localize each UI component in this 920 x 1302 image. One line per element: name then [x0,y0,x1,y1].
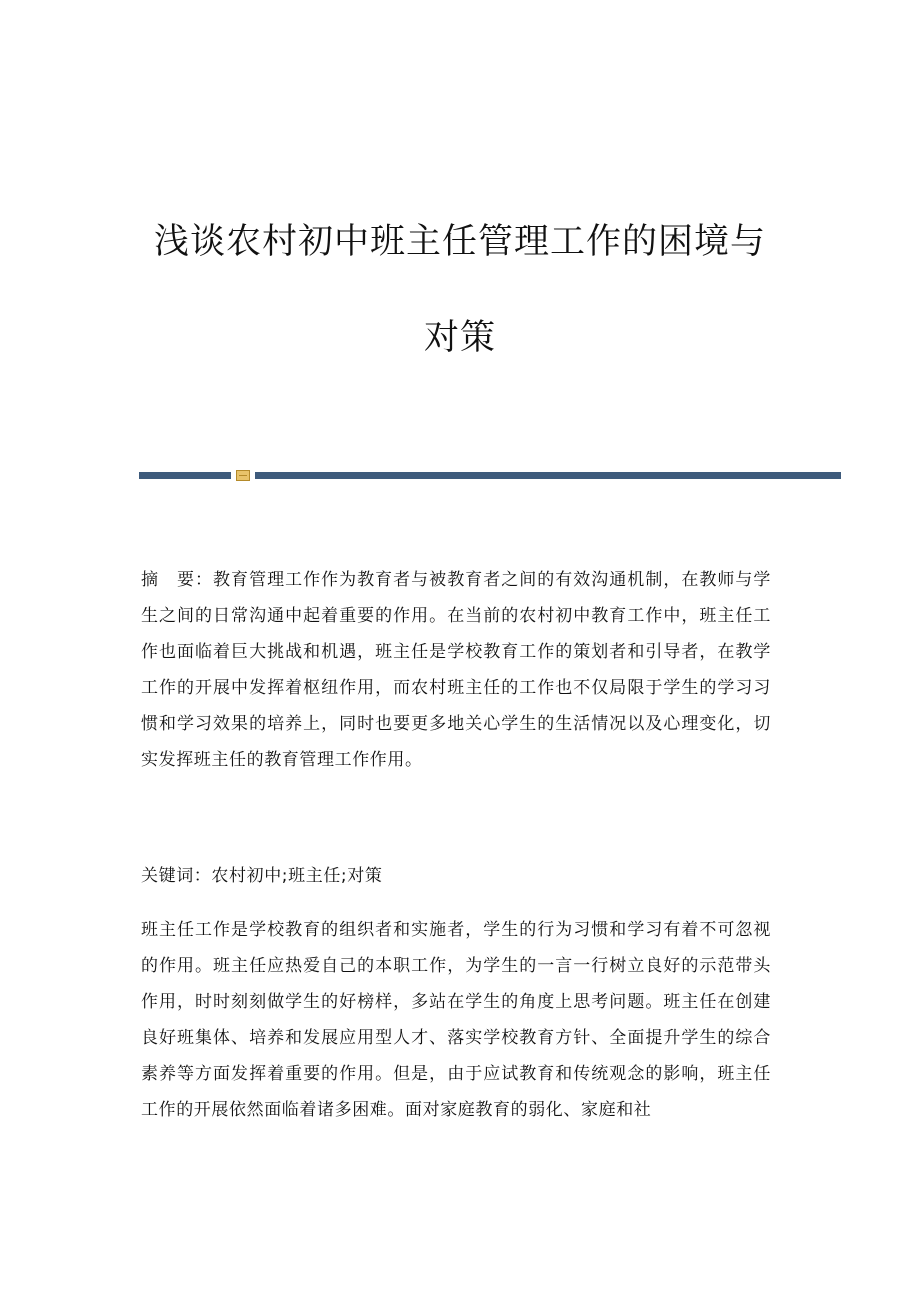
abstract-text: 教育管理工作作为教育者与被教育者之间的有效沟通机制，在教师与学生之间的日常沟通中起着重要的作用。在当前的农村初中教育工作中，班主任工作也面临着巨大挑战和机遇，班主任是学校教育工作的策划者和引导者，在教学工作的开展中发挥着枢纽作用，而农村班主任的工作也不仅局限于学生的学习习惯和学习效果的培养上，同时也要更多地关心学生的生活情况以及心理变化，切实发挥班主任的教育管理工作作用。 [141,570,771,770]
divider-bar-right [255,472,841,479]
document-title-line-2: 对策 [423,318,496,358]
keywords-paragraph [141,858,771,894]
abstract-label: 摘 要： [141,570,214,590]
abstract-paragraph [141,562,771,778]
divider-emblem-icon [236,470,250,481]
keywords-text: 农村初中;班主任;对策 [211,866,383,886]
document-title-line-1: 浅谈农村初中班主任管理工作的困境与 [153,222,766,262]
body-paragraph: 班主任工作是学校教育的组织者和实施者，学生的行为习惯和学习有着不可忽视的作用。班主任应热爱自己的本职工作，为学生的一言一行树立良好的示范带头作用，时时刻刻做学生的好榜样，多站在学生的角度上思考问题。班主任在创建良好班集体、培养和发展应用型人才、落实学校教育方针、全面提升学生的综合素养等方面发挥着重要的作用。但是，由于应试教育和传统观念的影响，班主任工作的开展依然面临着诸多困难。面对家庭教育的弱化、家庭和社 [141,920,771,1120]
title-divider [139,470,841,480]
keywords-label: 关键词： [141,866,212,886]
divider-bar-left [139,472,231,479]
